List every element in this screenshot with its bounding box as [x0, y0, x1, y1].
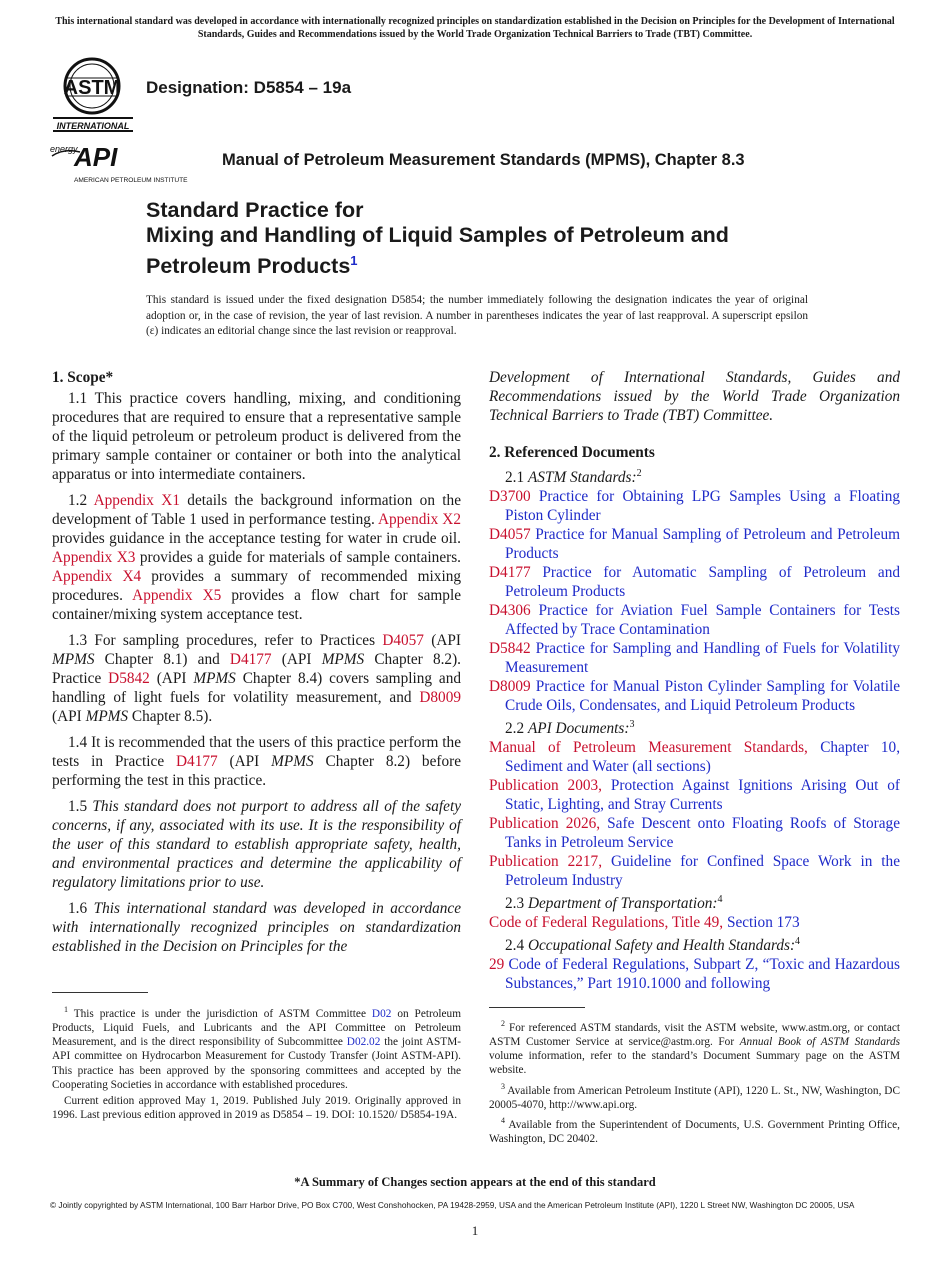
svg-text:API: API: [74, 142, 118, 172]
appendix-x1-link[interactable]: Appendix X1: [93, 492, 180, 509]
reference-title-link[interactable]: Code of Federal Regulations, Subpart Z, “Toxic and Hazardous Substances,” Part 1910.1000 and following: [505, 956, 900, 993]
reference-title-link[interactable]: Practice for Obtaining LPG Samples Using a Floating Piston Cylinder: [505, 488, 900, 525]
appendix-x2-link[interactable]: Appendix X2: [377, 511, 461, 528]
para-1-4: 1.4 It is recommended that the users of this practice perform the tests in Practice D4177 (API MPMS Chapter 8.2) before performing the test in this practice.: [52, 734, 461, 789]
svg-text:ASTM: ASTM: [63, 77, 121, 99]
title-line3: Petroleum Products$^1$: [146, 253, 358, 279]
reference-code-link[interactable]: Publication 2003,: [489, 777, 602, 795]
reference-title-link[interactable]: Practice for Manual Sampling of Petroleum and Petroleum Products: [505, 526, 900, 563]
reference-item: [489, 776, 900, 814]
reference-title-link[interactable]: Section 173: [726, 914, 800, 932]
api-documents-label: 2.2 API Documents:$^3$: [505, 719, 635, 738]
footnote-2: $^2$ For referenced ASTM standards, visit the ASTM website, www.astm.org, or contact ASTM Customer Service at service@astm.org. For Annual Book of ASTM Standards volume information, refer to the standard’s Document Summary page on the ASTM website.: [489, 1019, 900, 1077]
reference-title-link[interactable]: Practice for Automatic Sampling of Petroleum and Petroleum Products: [505, 564, 900, 601]
copyright: © Jointly copyrighted by ASTM International, 100 Barr Harbor Drive, PO Box C700, West Conshohocken, PA 19428-2959, USA and the American Petroleum Institute (API), 1220 L Street NW, Washington DC 20005, USA: [50, 1200, 855, 1210]
reference-title-link[interactable]: Practice for Aviation Fuel Sample Containers for Tests Affected by Trace Contamination: [505, 602, 900, 639]
reference-item: [489, 563, 900, 601]
designation: Designation: D5854 – 19a: [146, 78, 352, 97]
para-1-2: 1.2 Appendix X1 details the background information on the development of Table 1 used in performance testing. Appendix X2 provides guidance in the acceptance testing for water in crude oil. Appendix X3 provides a guide for materials of sample containers. Appendix X4 provides a summary of recommended mixing procedures. Appendix X5 provides a flow chart for sample container/mixing system acceptance test.: [52, 492, 461, 623]
footnote-rule: [489, 1007, 585, 1008]
reference-item: [489, 955, 900, 993]
reference-item: [489, 814, 900, 852]
reference-code-link[interactable]: D3700: [489, 488, 531, 506]
footnotes-right: [489, 1017, 900, 1148]
d4177-link[interactable]: D4177: [229, 651, 272, 668]
para-1-6-continued: Development of International Standards, Guides and Recommendations issued by the World Trade Organization Technical Barriers to Trade (TBT) Committee.: [489, 369, 900, 424]
reference-item: [489, 738, 900, 776]
reference-code-link[interactable]: 29: [489, 956, 505, 974]
api-documents-list: [489, 738, 900, 890]
reference-code-link[interactable]: D4306: [489, 602, 531, 620]
astm-logo: [52, 56, 136, 132]
api-logo: [50, 138, 215, 184]
reference-title-link[interactable]: Chapter 10, Sediment and Water (all sections): [505, 739, 901, 776]
title-line2: Mixing and Handling of Liquid Samples of Petroleum and: [146, 223, 729, 247]
reference-code-link[interactable]: Publication 2026,: [489, 815, 601, 833]
appendix-x3-link[interactable]: Appendix X3: [52, 549, 136, 566]
reference-code-link[interactable]: D4177: [489, 564, 531, 582]
d4177-link[interactable]: D4177: [176, 753, 218, 770]
svg-text:INTERNATIONAL: INTERNATIONAL: [56, 121, 130, 131]
astm-standards-label: 2.1 ASTM Standards:$^2$: [505, 468, 642, 487]
para-1-5: 1.5 This standard does not purport to address all of the safety concerns, if any, associated with its use. It is the responsibility of the user of this standard to establish appropriate safety, health, and environmental practices and determine the applicability of regulatory limitations prior to use.: [52, 798, 462, 891]
reference-item: [489, 601, 900, 639]
footnote-1: $^1$ This practice is under the jurisdiction of ASTM Committee D02 on Petroleum Products, Liquid Fuels, and Lubricants and the API Committee on Petroleum Measurement, and is the direct responsibility of Subcommittee D02.02 the joint ASTM-API committee on Hydrocarbon Measurement for Custody Transfer (Joint ASTM-API). This practice has been approved by the sponsoring committees and accepted by the Cooperating Societies in accordance with established procedures.: [52, 1005, 461, 1091]
d8009-link[interactable]: D8009: [419, 689, 461, 706]
right-column: [489, 368, 900, 993]
osha-label: 2.4 Occupational Safety and Health Standards:$^4$: [505, 936, 801, 955]
reference-title-link[interactable]: Safe Descent onto Floating Roofs of Storage Tanks in Petroleum Service: [505, 815, 900, 852]
d5842-link[interactable]: D5842: [108, 670, 150, 687]
reference-item: [489, 525, 900, 563]
tbt-notice: This international standard was developed in accordance with internationally recognized principles on standardization established in the Decision on Principles for the Development of International Standards, Guides and Recommendations issued by the World Trade Organization Technical Barriers to Trade (TBT) Committee.: [55, 16, 895, 40]
appendix-x4-link[interactable]: Appendix X4: [52, 568, 142, 585]
reference-title-link[interactable]: Practice for Manual Piston Cylinder Sampling for Volatile Crude Oils, Condensates, and Liquid Petroleum Products: [505, 678, 900, 715]
astm-standards-list: [489, 487, 900, 715]
title-footnote-link[interactable]: 1: [350, 253, 358, 268]
d4057-link[interactable]: D4057: [382, 632, 424, 649]
api-logo-icon: [50, 138, 215, 184]
scope-heading: 1. Scope*: [52, 369, 114, 386]
footnote-3: $^3$ Available from American Petroleum Institute (API), 1220 L. St., NW, Washington, DC 20005-4070, http://www.api.org.: [489, 1081, 900, 1111]
reference-title-link[interactable]: Practice for Sampling and Handling of Fuels for Volatility Measurement: [505, 640, 900, 677]
reference-item: [489, 852, 900, 890]
footnotes-left: [52, 1003, 461, 1124]
title-line1: Standard Practice for: [146, 198, 364, 222]
d0202-link[interactable]: D02.02: [346, 1036, 381, 1049]
reference-item: [489, 677, 900, 715]
reference-title-link[interactable]: Protection Against Ignitions Arising Out of Static, Lighting, and Stray Currents: [505, 777, 900, 814]
d02-link[interactable]: D02: [371, 1007, 392, 1020]
para-1-6: 1.6 This international standard was developed in accordance with internationally recognized principles on standardization established in the Decision on Principles for the: [52, 900, 461, 955]
summary-of-changes-note: *A Summary of Changes section appears at the end of this standard: [294, 1175, 656, 1189]
para-1-1: 1.1 This practice covers handling, mixing, and conditioning procedures that are required to ensure that a representative sample of the liquid petroleum or petroleum product is delivered from the primary sample container or container or both into the analytical apparatus or into intermediate containers.: [52, 390, 461, 483]
osha-list: [489, 955, 900, 993]
reference-item: [489, 487, 900, 525]
svg-text:AMERICAN PETROLEUM INSTITUTE: AMERICAN PETROLEUM INSTITUTE: [74, 177, 188, 184]
para-1-3: 1.3 For sampling procedures, refer to Practices D4057 (API MPMS Chapter 8.1) and D4177 (API MPMS Chapter 8.2). Practice D5842 (API MPMS Chapter 8.4) covers sampling and handling of light fuels for volatility measurement, and D8009 (API MPMS Chapter 8.5).: [52, 632, 461, 725]
footnote-1-edition: Current edition approved May 1, 2019. Published July 2019. Originally approved in 1996. Last previous edition approved in 2019 as D5854 – 19. DOI: 10.1520/ D5854-19A.: [52, 1094, 461, 1122]
mpms-chapter: Manual of Petroleum Measurement Standards (MPMS), Chapter 8.3: [222, 151, 745, 169]
dot-label: 2.3 Department of Transportation:$^4$: [505, 894, 723, 913]
reference-code-link[interactable]: D8009: [489, 678, 531, 696]
reference-code-link[interactable]: D5842: [489, 640, 531, 658]
reference-code-link[interactable]: Manual of Petroleum Measurement Standards,: [489, 739, 808, 757]
page-number: 1: [471, 1223, 479, 1238]
reference-code-link[interactable]: Publication 2217,: [489, 853, 603, 871]
svg-text:energy: energy: [50, 144, 78, 154]
reference-code-link[interactable]: D4057: [489, 526, 531, 544]
page-title: [146, 198, 846, 279]
appendix-x5-link[interactable]: Appendix X5: [132, 587, 222, 604]
reference-item: [489, 639, 900, 677]
intro-text: This standard is issued under the fixed designation D5854; the number immediately following the designation indicates the year of original adoption or, in the case of revision, the year of last revision. A number in parentheses indicates the year of last reapproval. A superscript epsilon (ε) indicates an editorial change since the last revision or reapproval.: [146, 294, 808, 337]
reference-item: [489, 913, 900, 932]
reference-title-link[interactable]: Guideline for Confined Space Work in the Petroleum Industry: [505, 853, 900, 890]
footnote-4: $^4$ Available from the Superintendent of Documents, U.S. Government Printing Office, Washington, DC 20402.: [489, 1115, 900, 1145]
referenced-documents-heading: 2. Referenced Documents: [489, 444, 655, 461]
dot-list: [489, 913, 900, 932]
footnote-rule: [52, 992, 148, 993]
reference-code-link[interactable]: Code of Federal Regulations, Title 49,: [489, 914, 724, 932]
left-column: [52, 368, 461, 963]
astm-logo-icon: [52, 56, 136, 132]
